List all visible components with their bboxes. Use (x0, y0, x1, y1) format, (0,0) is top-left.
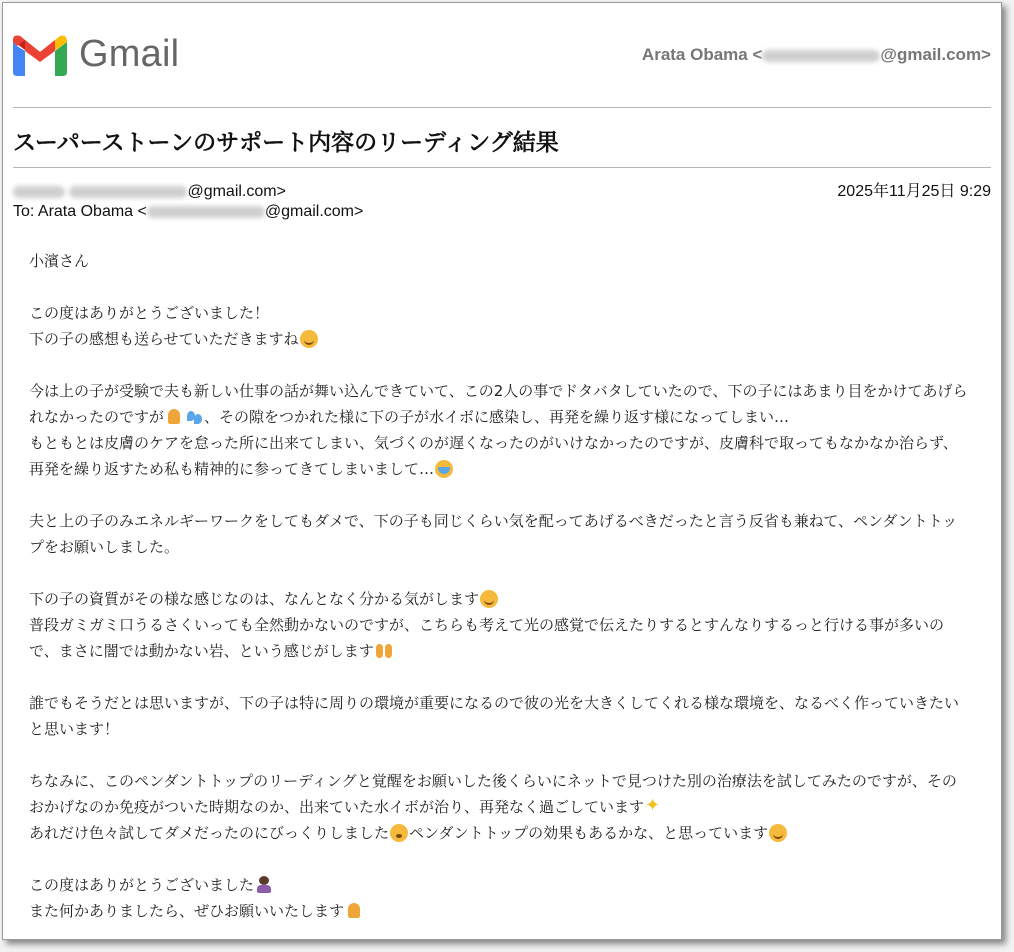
paragraph-3: 夫と上の子のみエネルギーワークをしてもダメで、下の子も同じくらい気を配ってあげるべきだったと言う反省も兼ねて、ペンダントトップをお願いしました。 (29, 512, 958, 556)
redacted-sender-name (13, 186, 65, 198)
relieved-face-icon (769, 824, 787, 842)
body-text: この度はありがとうございました (29, 876, 255, 894)
email-meta (3, 168, 1001, 222)
paragraph-2 (29, 378, 969, 482)
sparkles-icon (645, 798, 663, 816)
body-text: ちなみに、このペンダントトップのリーディングと覚醒をお願いした後くらいにネットで見つけた別の治療法を試してみたのですが、そのおかげなのか免疫がついた時期なのか、出来ていた水イボが治り、再発なく過ごしています (29, 772, 957, 816)
redacted-recipient-email (147, 206, 265, 218)
body-text: また何かありましたら、ぜひお願いいたします (29, 902, 345, 920)
email-print-view (2, 2, 1002, 940)
email-body (3, 222, 969, 924)
paragraph-5: 誰でもそうだとは思いますが、下の子は特に周りの環境が重要になるので彼の光を大きくしてくれる様な環境を、なるべく作っていきたいと思います！ (29, 694, 960, 738)
relieved-face-icon (480, 590, 498, 608)
paragraph-4 (29, 586, 969, 664)
redacted-sender-email (69, 186, 187, 198)
body-text: 今は上の子が受験で夫も新しい仕事の話が舞い込んできていて、この2人の事でドタバタしていたので、下の子にはあまり目をかけてあげられなかったのですが (29, 382, 968, 426)
body-text: 、その隙をつかれた様に下の子が水イボに感染し、再発を繰り返す様になってしまい… (204, 408, 790, 426)
paragraph-1 (29, 300, 969, 352)
account-name-label: Arata Obama < (641, 45, 763, 64)
relieved-face-icon (300, 330, 318, 348)
account-domain: @gmail.com> (880, 45, 991, 64)
paragraph-6 (29, 768, 969, 846)
crying-face-icon (435, 460, 453, 478)
sweat-droplets-icon (185, 408, 203, 426)
folded-hands-icon (165, 408, 183, 426)
email-subject: スーパーストーンのサポート内容のリーディング結果 (13, 130, 559, 156)
recipient-label: To: Arata Obama < (13, 203, 147, 220)
gmail-wordmark: Gmail (79, 33, 180, 75)
body-text: 下の子の資質がその様な感じなのは、なんとなく分かる気がします (29, 590, 480, 608)
gmail-m-icon (13, 34, 67, 76)
greeting: 小濱さん (29, 252, 90, 270)
body-text: あれだけ色々試してダメだったのにびっくりしました (29, 824, 390, 842)
print-header (3, 3, 1001, 107)
paragraph-7 (29, 872, 969, 924)
body-text: ペンダントトップの効果もあるかな、と思っています (409, 824, 769, 842)
body-text: この度はありがとうございました！ (29, 304, 270, 322)
recipient-domain: @gmail.com> (264, 203, 364, 220)
flushed-face-icon (390, 824, 408, 842)
sender-domain: @gmail.com> (187, 183, 286, 200)
gmail-logo (13, 33, 179, 76)
email-date: 2025年11月25日 9:29 (837, 183, 991, 200)
redacted-email (762, 50, 880, 62)
person-bowing-icon (255, 876, 273, 894)
body-text: 下の子の感想も送らせていただきますね (29, 330, 299, 348)
account-address (642, 45, 991, 65)
raising-hands-icon (375, 642, 393, 660)
body-text: もともとは皮膚のケアを怠った所に出来てしまい、気づくのが遅くなったのがいけなかったのですが、皮膚科で取ってもなかなか治らず、再発を繰り返すため私も精神的に参ってきてしまいまして… (29, 434, 958, 478)
recipient-line (13, 202, 991, 222)
folded-hands-icon (345, 902, 363, 920)
body-text: 普段ガミガミ口うるさくいっても全然動かないのですが、こちらも考えて光の感覚で伝えたりするとすんなりするっと行ける事が多いので、まさに闇では動かない岩、という感じがします (29, 616, 945, 660)
